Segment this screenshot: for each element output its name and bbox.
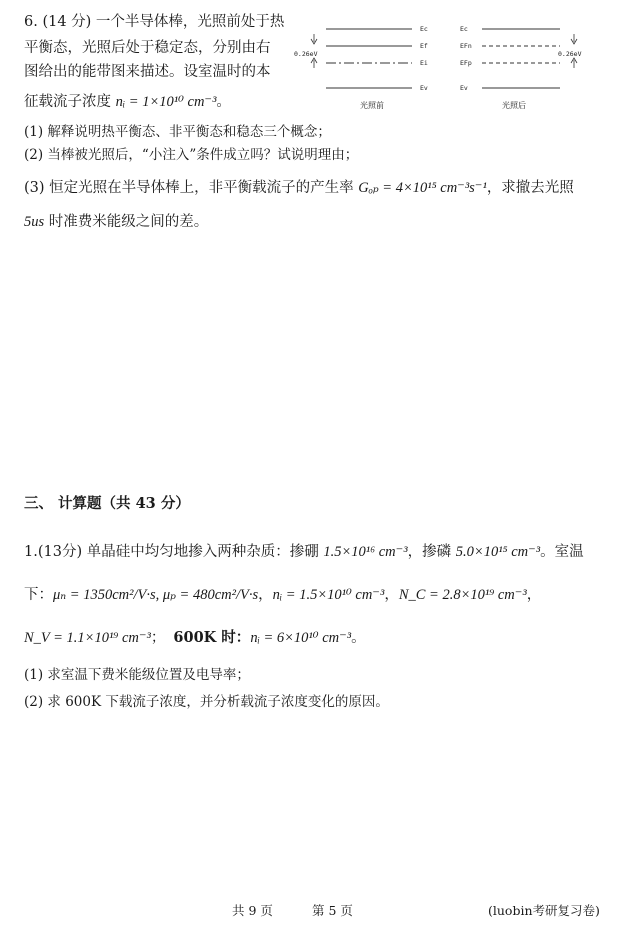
q1-line1-text: 1.(13分) 单晶硅中均匀地掺入两种杂质：掺硼 xyxy=(24,544,324,560)
q6-sub3-a: (3) 恒定光照在半导体棒上，非平衡载流子的产生率 xyxy=(24,180,359,196)
t600-label: 600K 时： xyxy=(173,629,251,646)
right-efn-label: EFn xyxy=(460,42,472,50)
q1-line1-mid: ，掺磷 xyxy=(407,544,456,560)
left-ei-label: Ei xyxy=(420,59,428,67)
band-diagram-left xyxy=(294,25,428,110)
q6-line4-text: 征载流子浓度 xyxy=(24,94,116,110)
q6-line4 xyxy=(24,90,231,114)
q1-line3: N_V = 1.1×10¹⁹ cm⁻³； 600K 时：nᵢ = 6×10¹⁰ cm⁻³。 xyxy=(24,629,366,646)
ni-expression: nᵢ = 1×10¹⁰ cm⁻³ xyxy=(115,94,217,110)
q6-sub3-c: 时准费米能级之间的差。 xyxy=(44,214,209,230)
right-caption: 光照后 xyxy=(502,101,526,110)
nc-value: N_C = 2.8×10¹⁹ cm⁻³ xyxy=(398,587,527,603)
q6-line1: 6. (14 分) 一个半导体棒，光照前处于热 xyxy=(24,14,285,30)
q6-line3: 图给出的能带图来描述。设室温时的本 xyxy=(24,64,271,80)
q1-line2: 下：μₙ = 1350cm²/V·s, μₚ = 480cm²/V·s，nᵢ = 1.5×10¹⁰ cm⁻³，N_C = 2.8×10¹⁹ cm⁻³， xyxy=(24,587,542,603)
q1-line2-text: 下： xyxy=(24,587,53,603)
right-ec-label: Ec xyxy=(460,25,468,33)
right-ev-label: Ev xyxy=(460,84,468,92)
q6-sub3 xyxy=(24,176,574,200)
left-gap-label: 0.26eV xyxy=(294,50,318,58)
phosphorus-concentration: 5.0×10¹⁵ cm⁻³ xyxy=(455,544,541,560)
band-diagram-right xyxy=(460,25,582,110)
q1-sub2: (2) 求 600K 下载流子浓度，并分析载流子浓度变化的原因。 xyxy=(24,694,389,710)
left-ec-label: Ec xyxy=(420,25,428,33)
q1-sub1: (1) 求室温下费米能级位置及电导率； xyxy=(24,667,250,683)
footer-source: (luobin考研复习卷) xyxy=(488,903,600,918)
q1-line1-end: 。室温 xyxy=(540,544,584,560)
ni-600k: nᵢ = 6×10¹⁰ cm⁻³ xyxy=(250,630,352,646)
q1-line1 xyxy=(24,540,584,564)
left-ef-label: Ef xyxy=(420,42,428,50)
right-efp-label: EFp xyxy=(460,59,472,67)
q6-sub3-b: ，求撤去光照 xyxy=(486,180,574,196)
right-gap-label: 0.26eV xyxy=(558,50,582,58)
boron-concentration: 1.5×10¹⁶ cm⁻³ xyxy=(323,544,408,560)
q6-sub3-line2 xyxy=(24,210,208,234)
q6-line4-end: 。 xyxy=(216,94,231,110)
q6-line2: 平衡态，光照后处于稳定态，分别由右 xyxy=(24,40,271,56)
gop-expression: Gₒₚ = 4×10¹⁵ cm⁻³s⁻¹ xyxy=(358,180,487,196)
section-title: 三、 计算题（共 43 分） xyxy=(24,495,190,512)
band-diagram xyxy=(290,18,590,114)
footer-page-number: 第 5 页 xyxy=(312,903,353,918)
footer-total-pages: 共 9 页 xyxy=(232,903,273,918)
left-caption: 光照前 xyxy=(360,101,384,110)
mobility-values: μₙ = 1350cm²/V·s, μₚ = 480cm²/V·s xyxy=(53,587,259,603)
q6-sub1: (1) 解释说明热平衡态、非平衡态和稳态三个概念； xyxy=(24,124,331,140)
time-value: 5us xyxy=(24,214,45,230)
left-ev-label: Ev xyxy=(420,84,428,92)
nv-value: N_V = 1.1×10¹⁹ cm⁻³ xyxy=(24,630,151,646)
q6-sub2: (2) 当棒被光照后，“小注入”条件成立吗？试说明理由； xyxy=(24,147,359,163)
ni-room: nᵢ = 1.5×10¹⁰ cm⁻³ xyxy=(272,587,385,603)
